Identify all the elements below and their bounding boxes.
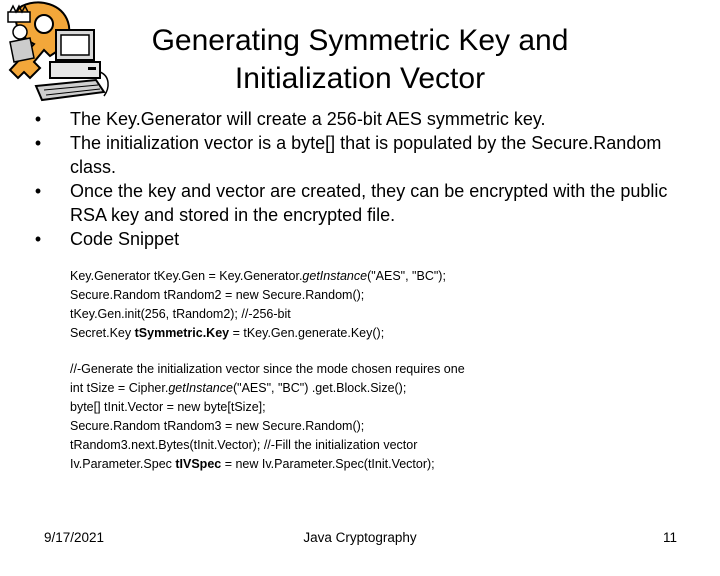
bullet-item bbox=[28, 107, 708, 131]
footer-title: Java Cryptography bbox=[303, 530, 417, 545]
bullet-item bbox=[28, 179, 708, 227]
code-line: //-Generate the initialization vector since the mode chosen requires one bbox=[70, 362, 465, 376]
code-line bbox=[70, 324, 690, 343]
code-text: Key.Generator tKey.Gen = Key.Generator. bbox=[70, 269, 303, 283]
code-snippet-iv-generation bbox=[70, 360, 690, 474]
footer-date: 9/17/2021 bbox=[44, 530, 105, 545]
code-line: tKey.Gen.init(256, tRandom2); //-256-bit bbox=[70, 307, 291, 321]
code-text: Secret.Key bbox=[70, 326, 135, 340]
code-text: Iv.Parameter.Spec bbox=[70, 457, 176, 471]
code-line bbox=[70, 379, 690, 398]
bullet-marker: • bbox=[34, 133, 42, 153]
cartoon-key-and-computer-icon bbox=[0, 0, 115, 110]
code-method-italic: getInstance bbox=[168, 381, 233, 395]
slide-title-line-1: Generating Symmetric Key and bbox=[151, 24, 569, 57]
code-text: int tSize = Cipher. bbox=[70, 381, 169, 395]
bullet-marker: • bbox=[34, 181, 42, 201]
bullet-marker: • bbox=[34, 109, 42, 129]
code-text: ("AES", "BC"); bbox=[367, 269, 446, 283]
bullet-text: The initialization vector is a byte[] that is populated by the Secure.Random class. bbox=[70, 133, 662, 177]
slide-title-line-2: Initialization Vector bbox=[234, 62, 486, 95]
bullet-text: Once the key and vector are created, they can be encrypted with the public RSA key and stored in the encrypted file. bbox=[70, 181, 668, 225]
bullet-marker: • bbox=[34, 229, 42, 249]
code-line: tRandom3.next.Bytes(tInit.Vector); //-Fill the initialization vector bbox=[70, 438, 418, 452]
bullet-list bbox=[28, 107, 708, 251]
code-line: Secure.Random tRandom3 = new Secure.Random(); bbox=[70, 419, 365, 433]
code-variable-bold: tSymmetric.Key bbox=[134, 326, 230, 340]
bullet-item bbox=[28, 227, 708, 251]
code-text: = tKey.Gen.generate.Key(); bbox=[229, 326, 385, 340]
code-line bbox=[70, 455, 690, 474]
code-variable-bold: tIVSpec bbox=[175, 457, 222, 471]
code-text: = new Iv.Parameter.Spec(tInit.Vector); bbox=[221, 457, 435, 471]
code-text: ("AES", "BC") .get.Block.Size(); bbox=[232, 381, 407, 395]
code-line: Secure.Random tRandom2 = new Secure.Random(); bbox=[70, 288, 365, 302]
footer-page-number: 11 bbox=[662, 530, 677, 545]
bullet-item bbox=[28, 131, 708, 179]
code-snippet-key-generation bbox=[70, 267, 690, 343]
slide-title bbox=[100, 22, 620, 98]
code-method-italic: getInstance bbox=[302, 269, 368, 283]
code-line bbox=[70, 267, 690, 286]
code-line: byte[] tInit.Vector = new byte[tSize]; bbox=[70, 400, 266, 414]
bullet-text: The Key.Generator will create a 256-bit AES symmetric key. bbox=[70, 109, 546, 129]
bullet-text: Code Snippet bbox=[70, 229, 180, 249]
